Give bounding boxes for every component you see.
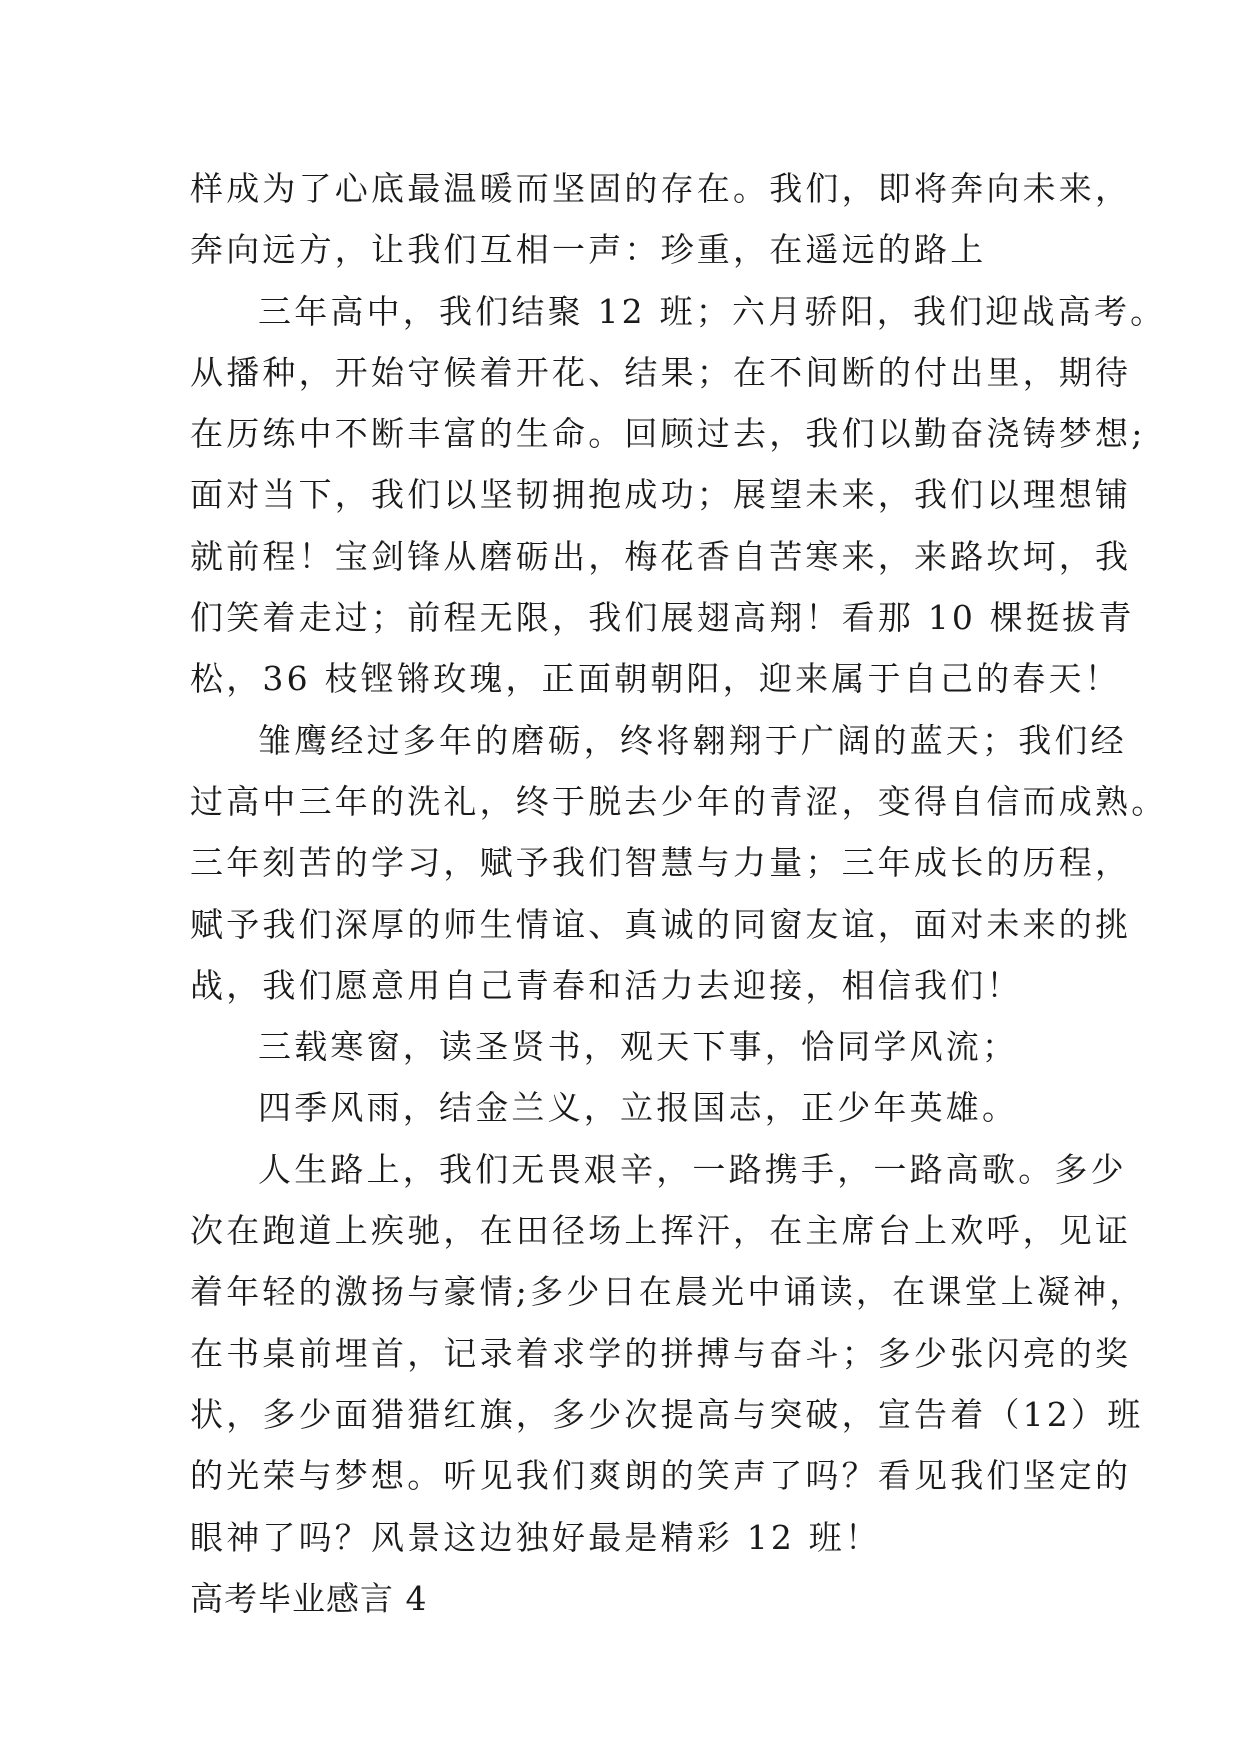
- text-line: 在书桌前埋首，记录着求学的拼搏与奋斗；多少张闪亮的奖: [190, 1333, 1132, 1373]
- couplet-line: 三载寒窗，读圣贤书，观天下事，恰同学风流；: [258, 1027, 1019, 1067]
- text-line: 着年轻的激扬与豪情;多少日在晨光中诵读，在课堂上凝神，: [190, 1272, 1146, 1312]
- text-line: 样成为了心底最温暖而坚固的存在。我们，即将奔向未来，: [190, 169, 1132, 208]
- text-line: 们笑着走过；前程无限，我们展翅高翔！看那 10 棵挺拔青: [190, 598, 1135, 638]
- text-line: 眼神了吗？风景这边独好最是精彩 12 班！: [190, 1517, 882, 1557]
- text-line: 状，多少面猎猎红旗，多少次提高与突破，宣告着（12）班: [190, 1394, 1144, 1434]
- couplet-line: 四季风雨，结金兰义，立报国志，正少年英雄。: [258, 1088, 1019, 1128]
- text-line: 战，我们愿意用自己青春和活力去迎接，相信我们！: [190, 965, 1023, 1005]
- text-line: 过高中三年的洗礼，终于脱去少年的青涩，变得自信而成熟。: [190, 781, 1168, 821]
- text-line: 面对当下，我们以坚韧拥抱成功；展望未来，我们以理想铺: [190, 475, 1132, 515]
- text-line: 赋予我们深厚的师生情谊、真诚的同窗友谊，面对未来的挑: [190, 904, 1132, 944]
- text-line: 就前程！宝剑锋从磨砺出，梅花香自苦寒来，来路坎坷，我: [190, 536, 1132, 576]
- document-body: [190, 158, 1168, 1629]
- text-line: 的光荣与梦想。听见我们爽朗的笑声了吗？看见我们坚定的: [190, 1456, 1132, 1496]
- text-line: 松，36 枝铿锵玫瑰，正面朝朝阳，迎来属于自己的春天！: [190, 659, 1121, 699]
- text-line: 在历练中不断丰富的生命。回顾过去，我们以勤奋浇铸梦想;: [190, 414, 1146, 454]
- section-heading: 高考毕业感言 4: [190, 1578, 428, 1618]
- text-line: 三年刻苦的学习，赋予我们智慧与力量；三年成长的历程，: [190, 843, 1132, 883]
- text-line: 从播种，开始守候着开花、结果；在不间断的付出里，期待: [190, 352, 1132, 392]
- paragraph-first-line: 三年高中，我们结聚 12 班；六月骄阳，我们迎战高考。: [258, 291, 1167, 331]
- paragraph-first-line: 雏鹰经过多年的磨砺，终将翱翔于广阔的蓝天；我们经: [258, 720, 1127, 760]
- paragraph-first-line: 人生路上，我们无畏艰辛，一路携手，一路高歌。多少: [258, 1149, 1127, 1189]
- text-line: 奔向远方，让我们互相一声：珍重，在遥远的路上: [190, 230, 987, 270]
- text-line: 次在跑道上疾驰，在田径场上挥汗，在主席台上欢呼，见证: [190, 1211, 1132, 1251]
